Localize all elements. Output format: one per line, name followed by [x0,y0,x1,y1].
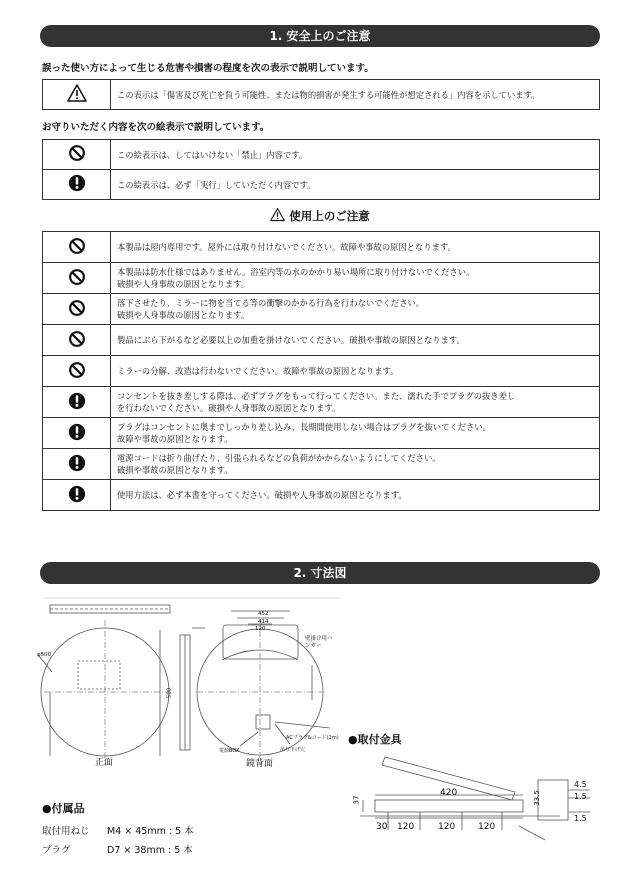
safety-section-header: 1. 安全上のご注意 [40,25,600,47]
power-box [256,715,270,729]
fittings-title: ●取付金具 [348,733,402,746]
usage-line: 破損や人身事故の原因となります。 [117,310,250,320]
side-dim-3: 1.5 [574,814,587,823]
dim-top-inner: 120 [255,626,266,632]
bracket-side-height: 33.5 [532,790,541,806]
safety-intro-2: お守りいただく内容を次の絵表示で説明しています。 [42,122,270,133]
back-view-label: 鏡背面 [246,759,274,769]
accessory-name: プラグ [42,845,71,856]
bracket-seg-1: 120 [397,822,415,832]
usage-line: 破損や事故の原因となります。 [117,465,233,475]
hook-label: 吊り下げ穴 [280,747,306,753]
safety-intro-1: 誤った使い方によって生じる危害や損害の程度を次の表示で説明しています。 [42,63,374,74]
accessory-row-screw [42,823,194,837]
dim-top-outer: 452 [258,611,269,617]
accessory-spec: M4 × 45mm : 5 本 [107,826,194,837]
warning-text: この表示は「傷害及び死亡を負う可能性、または物的損害が発生する可能性が想定される」内容を示しています。 [111,80,600,110]
bracket-side [538,780,568,820]
dimensions-section-header: 2. 寸法図 [40,562,600,584]
usage-line: コンセントを抜き差しする際は、必ずプラグをもって行ってください。また、濡れた手でプラグの抜き差し [117,391,516,401]
hanger-label: 壁掛け用ハンガー [305,636,333,649]
dim-diameter: φ500 [37,652,52,658]
usage-line: 本製品は屋内専用です。屋外には取り付けないでください。故障や事故の原因となります。 [117,242,456,252]
side-dim-2: 1.5 [574,792,587,801]
usage-line: 電源コードは折り曲げたり、引張られるなどの負荷がかからないようにしてください。 [117,453,441,463]
dim-top-mid: 414 [258,619,269,625]
bracket-height: 37 [352,795,361,805]
cord-label: ACプラグ&コード(1m) [286,735,339,741]
legend-text: この絵表示は、必ず「実行」していただく内容です。 [111,170,600,200]
usage-line: ミラーの分解、改造は行わないでください。故障や事故の原因となります。 [117,366,399,376]
bracket-length: 420 [440,788,458,798]
usage-line: プラグはコンセントに奥までしっかり差し込み、長期間使用しない場合はプラグを抜いてください。 [117,422,491,432]
accessory-spec: D7 × 38mm : 5 本 [107,845,193,856]
bracket-offset: 30 [376,822,388,832]
usage-line: 本製品は防水仕様ではありません。浴室内等の水のかかり易い場所に取り付けないでください。 [117,267,475,277]
usage-line: 製品にぶら下がるなど必要以上の加重を掛けないでください。破損や事故の原因となります。 [117,335,465,345]
usage-title-text: 使用上のご注意 [289,209,370,223]
usage-line: 使用方法は、必ず本書を守ってください。破損や人身事故の原因となります。 [117,490,407,500]
usage-line: を行わないでください。破損や人身事故の原因となります。 [117,403,341,413]
usage-line: 故障や事故の原因となります。 [117,434,233,444]
dim-height: 500 [166,687,173,699]
accessories-title: ●付属品 [42,802,85,815]
bracket-seg-2: 120 [438,822,456,832]
side-dim-1: 4.5 [574,780,587,789]
accessory-row-plug [42,842,193,856]
power-box-label: 電源BOX [219,748,240,754]
legend-text: この絵表示は、してはいけない「禁止」内容です。 [111,140,600,170]
bracket-front [375,800,523,812]
accessory-name: 取付用ねじ [42,826,90,837]
bracket-seg-3: 120 [478,822,496,832]
front-view-label: 正面 [95,758,114,768]
usage-line: 破損や人身事故の原因となります。 [117,279,250,289]
usage-line: 落下させたり、ミラーに物を当てる等の衝撃のかかる行為を行わないでください。 [117,298,424,308]
